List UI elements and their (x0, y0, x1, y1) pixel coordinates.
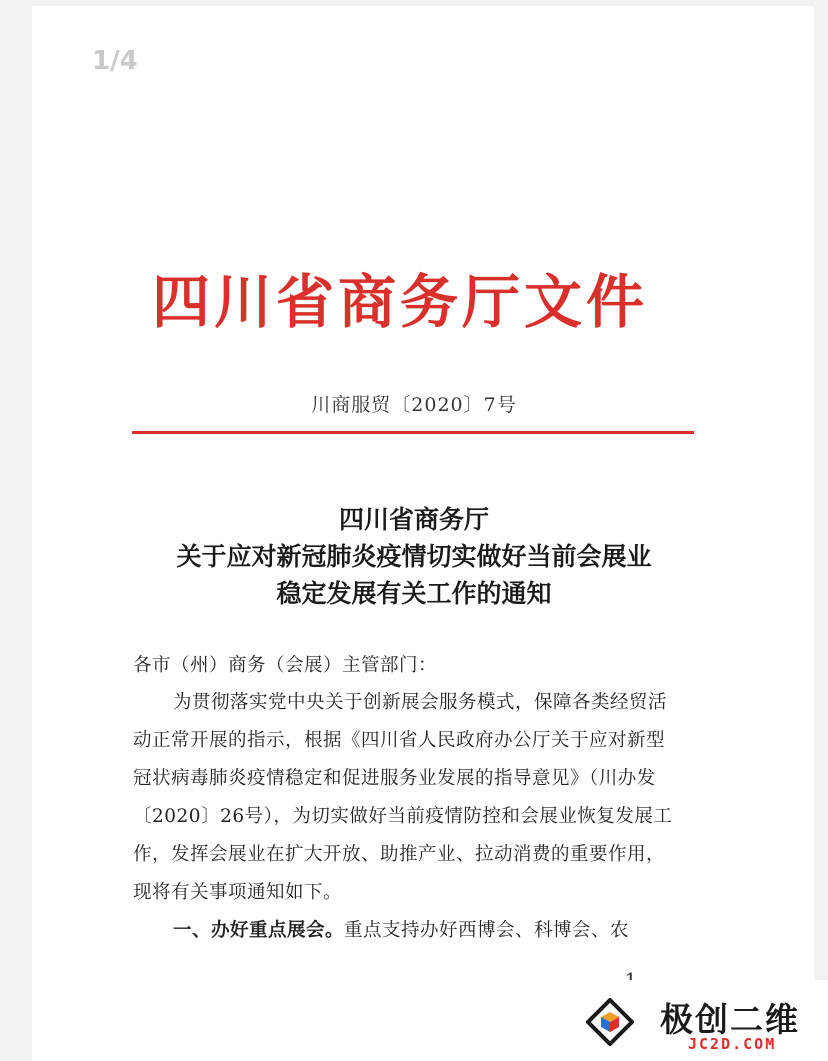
title-line-2: 关于应对新冠肺炎疫情切实做好当前会展业 (176, 542, 652, 571)
body-line-6: 现将有关事项通知如下。 (133, 882, 343, 903)
section-1 (173, 916, 773, 942)
section-1-heading: 一、办好重点展会。 (173, 920, 345, 941)
document-number: 川商服贸〔2020〕7号 (311, 394, 517, 416)
body-line-1: 为贯彻落实党中央关于创新展会服务模式，保障各类经贸活 (173, 692, 668, 713)
title-line-1: 四川省商务厅 (338, 505, 489, 534)
body-line-2: 动正常开展的指示，根据《四川省人民政府办公厅关于应对新型 (133, 730, 666, 751)
salutation: 各市（州）商务（会展）主管部门： (133, 655, 438, 676)
page-indicator: 1/4 (92, 46, 138, 76)
title-line-3: 稳定发展有关工作的通知 (276, 579, 552, 608)
body-line-4: 〔2020〕26号），为切实做好当前疫情防控和会展业恢复发展工 (133, 806, 673, 827)
watermark-brand: 极创二维 (660, 1000, 800, 1039)
section-1-text: 重点支持办好西博会、科博会、农 (344, 920, 630, 941)
document-header: 四川省商务厅文件 (152, 268, 649, 336)
body-line-5: 作，发挥会展业在扩大开放、助推产业、拉动消费的重要作用， (133, 844, 666, 865)
watermark (560, 980, 828, 1061)
body-line-3: 冠状病毒肺炎疫情稳定和促进服务业发展的指导意见》（川办发 (133, 768, 656, 789)
watermark-domain: JC2D.COM (688, 1035, 777, 1053)
red-divider (132, 431, 694, 434)
cube-logo-icon (586, 998, 634, 1046)
